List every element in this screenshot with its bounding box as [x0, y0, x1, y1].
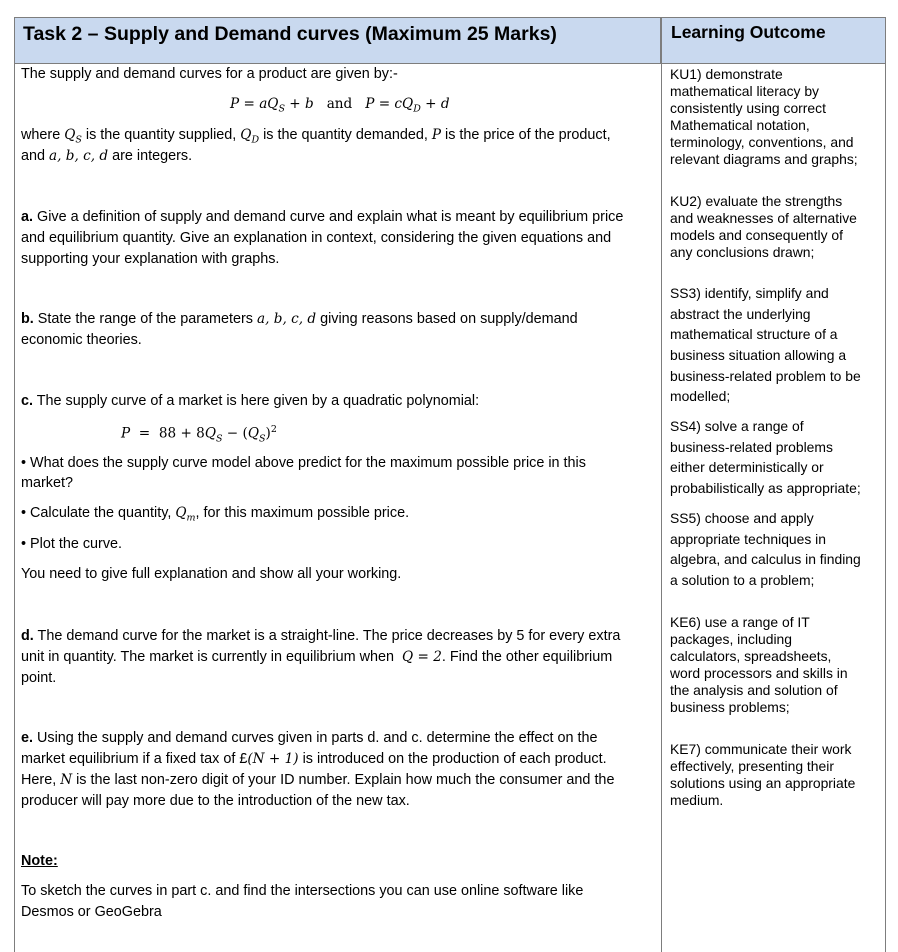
task-header-cell: [14, 17, 661, 64]
outcome-ku1-line: relevant diagrams and graphs;: [670, 151, 858, 167]
supply-curve-equation: $P = 88 + 8Q_S - (Q_S)^2$: [121, 424, 277, 445]
part-e-line-4: producer will pay more due to the introduction of the new tax.: [21, 793, 410, 809]
part-e-line-2: market equilibrium if a fixed tax of £(N + 1) is introduced on the production of each product.: [21, 751, 607, 767]
table-column-divider: [661, 64, 662, 952]
part-a-line-3: supporting your explanation with graphs.: [21, 251, 280, 267]
outcome-ss4-line: business-related problems: [670, 439, 833, 455]
outcome-ss5-line: SS5) choose and apply: [670, 510, 814, 526]
outcome-ke6-line: KE6) use a range of IT: [670, 614, 810, 630]
learning-outcome-header-cell: [661, 17, 886, 64]
intro-where-line: where $Q_S$ is the quantity supplied, $Q_D$ is the quantity demanded, P is the price of the product,: [21, 127, 611, 146]
outcome-ss4-line: either deterministically or: [670, 459, 824, 475]
intro-line: The supply and demand curves for a product are given by:-: [21, 66, 398, 82]
outcome-ss3-line: abstract the underlying: [670, 306, 811, 322]
outcome-ku1-line: terminology, conventions, and: [670, 134, 854, 150]
part-d-line-1: d. The demand curve for the market is a straight-line. The price decreases by 5 for every extra: [21, 628, 621, 644]
note-title: Note:: [21, 853, 58, 869]
outcome-ss5-line: a solution to a problem;: [670, 572, 815, 588]
outcome-ss5-line: algebra, and calculus in finding: [670, 551, 861, 567]
outcome-ku1-line: KU1) demonstrate: [670, 66, 783, 82]
part-b-line-1: b. State the range of the parameters a, b, c, d giving reasons based on supply/demand: [21, 311, 578, 327]
outcome-ss3-line: business-related problem to be: [670, 368, 861, 384]
outcome-ke6-line: the analysis and solution of: [670, 682, 838, 698]
outcome-ku1-line: consistently using correct: [670, 100, 826, 116]
part-c-bullet-1-line-1: • What does the supply curve model above predict for the maximum possible price in this: [21, 455, 586, 471]
part-c-line-1: c. The supply curve of a market is here given by a quadratic polynomial:: [21, 393, 480, 409]
task-title: Task 2 – Supply and Demand curves (Maximum 25 Marks): [23, 23, 557, 45]
part-e-line-1: e. Using the supply and demand curves given in parts d. and c. determine the effect on the: [21, 730, 598, 746]
outcome-ku1-line: Mathematical notation,: [670, 117, 810, 133]
outcome-ke6-line: word processors and skills in: [670, 665, 848, 681]
outcome-ss4-line: probabilistically as appropriate;: [670, 480, 861, 496]
part-e-line-3: Here, N is the last non-zero digit of your ID number. Explain how much the consumer and the: [21, 772, 615, 788]
outcome-ke6-line: calculators, spreadsheets,: [670, 648, 832, 664]
learning-outcome-title: Learning Outcome: [671, 22, 826, 42]
table-border-right: [885, 64, 886, 952]
part-c-bullet-1-line-2: market?: [21, 475, 73, 491]
outcome-ss3-line: modelled;: [670, 388, 731, 404]
part-b-line-2: economic theories.: [21, 332, 142, 348]
outcome-ss3-line: business situation allowing a: [670, 347, 847, 363]
outcome-ss5-line: appropriate techniques in: [670, 531, 826, 547]
part-c-bullet-3: • Plot the curve.: [21, 536, 123, 552]
part-a-line-2: and equilibrium quantity. Give an explanation in context, considering the given equations and: [21, 230, 612, 246]
part-d-line-3: point.: [21, 670, 57, 686]
outcome-ku2-line: and weaknesses of alternative: [670, 210, 857, 226]
note-line-1: To sketch the curves in part c. and find the intersections you can use online software like: [21, 883, 584, 899]
part-c-bullet-2: • Calculate the quantity, $Q_m$, for this maximum possible price.: [21, 505, 410, 524]
intro-integers-line: and a, b, c, d are integers.: [21, 148, 193, 164]
outcome-ku2-line: any conclusions drawn;: [670, 244, 815, 260]
outcome-ss4-line: SS4) solve a range of: [670, 418, 804, 434]
part-a-line-1: a. Give a definition of supply and demand curve and explain what is meant by equilibrium price: [21, 209, 624, 225]
outcome-ss3-line: mathematical structure of a: [670, 326, 838, 342]
outcome-ke7-line: effectively, presenting their: [670, 758, 834, 774]
table-border-left: [14, 64, 15, 952]
outcome-ku1-line: mathematical literacy by: [670, 83, 819, 99]
outcome-ke6-line: business problems;: [670, 699, 790, 715]
outcome-ku2-line: KU2) evaluate the strengths: [670, 193, 843, 209]
outcome-ke7-line: solutions using an appropriate: [670, 775, 856, 791]
outcome-ke6-line: packages, including: [670, 631, 793, 647]
note-line-2: Desmos or GeoGebra: [21, 904, 162, 920]
outcome-ke7-line: KE7) communicate their work: [670, 741, 852, 757]
part-c-instruction: You need to give full explanation and show all your working.: [21, 566, 402, 582]
outcome-ku2-line: models and consequently of: [670, 227, 843, 243]
outcome-ke7-line: medium.: [670, 792, 724, 808]
outcome-ss3-line: SS3) identify, simplify and: [670, 285, 829, 301]
supply-demand-equations: $P = aQ_S + b$ and $P = cQ_D + d$: [230, 96, 450, 115]
part-d-line-2: unit in quantity. The market is currently in equilibrium when Q = 2. Find the other equilibrium: [21, 649, 613, 665]
